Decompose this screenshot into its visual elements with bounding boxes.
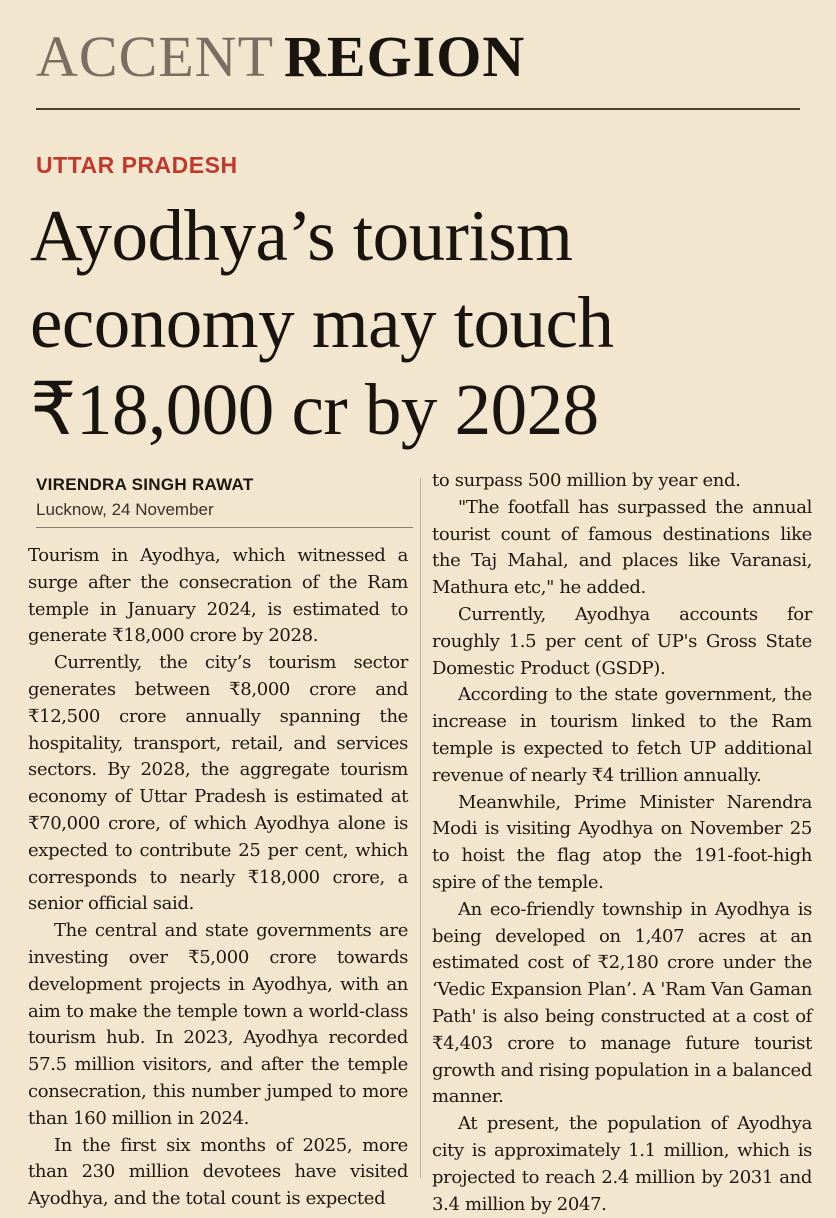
column-divider [420, 478, 421, 1178]
paragraph: Meanwhile, Prime Minister Narendra Modi is visiting Ayodhya on November 25 to hoist the flag atop the 191-foot-high spire of the temple. [432, 791, 812, 893]
paragraph: "The footfall has surpassed the annual tourist count of famous destinations like the Taj Mahal, and places like Varanasi, Mathura etc," he added. [432, 496, 812, 599]
article-column-left [28, 543, 408, 1213]
paragraph: Currently, the city’s tourism sector generates between ₹8,000 crore and ₹12,500 crore annually spanning the hospitality, transport, retail, and services sectors. By 2028, the aggregate tourism economy of Uttar Pradesh is estimated at ₹70,000 crore, of which Ayodhya alone is expected to contribute 25 per cent, which corresponds to nearly ₹18,000 crore, a senior official said. [28, 652, 408, 915]
paragraph: The central and state governments are investing over ₹5,000 crore towards development projects in Ayodhya, with an aim to make the temple town a world-class tourism hub. In 2023, Ayodhya recorded 57.5 million visitors, and after the temple consecration, this number jumped to more than 160 million in 2024. [28, 920, 408, 1129]
byline-rule [36, 527, 413, 528]
paragraph: to surpass 500 million by year end. [432, 470, 741, 491]
section-header [36, 24, 526, 89]
section-header-accent: ACCENT [36, 24, 274, 89]
section-header-region: REGION [284, 24, 526, 89]
paragraph: At present, the population of Ayodhya city is approximately 1.1 million, which is projected to reach 2.4 million by 2031 and 3.4 million by 2047. [432, 1113, 812, 1215]
paragraph: According to the state government, the increase in tourism linked to the Ram temple is expected to fetch UP additional revenue of nearly ₹4 trillion annually. [432, 684, 812, 786]
byline-dateline: Lucknow, 24 November [36, 500, 214, 519]
byline-author: VIRENDRA SINGH RAWAT [36, 475, 254, 494]
article-column-right [432, 468, 812, 1218]
paragraph: An eco-friendly township in Ayodhya is being developed on 1,407 acres at an estimated cost of ₹2,180 crore under the ‘Vedic Expansion Plan’. A 'Ram Van Gaman Path' is also being constructed at a cost of ₹4,403 crore to manage future tourist growth and rising population in a balanced manner. [432, 898, 812, 1108]
paragraph: In the first six months of 2025, more than 230 million devotees have visited Ayodhya, and the total count is expected [28, 1134, 408, 1210]
header-rule [36, 108, 800, 110]
paragraph: Tourism in Ayodhya, which witnessed a surge after the consecration of the Ram temple in January 2024, is estimated to generate ₹18,000 crore by 2028. [28, 545, 408, 647]
paragraph: Currently, Ayodhya accounts for roughly 1.5 per cent of UP's Gross State Domestic Product (GSDP). [432, 603, 812, 679]
article-headline: Ayodhya’s tourism economy may touch ₹18,000 cr by 2028 [30, 195, 614, 450]
kicker-label: UTTAR PRADESH [36, 152, 238, 178]
